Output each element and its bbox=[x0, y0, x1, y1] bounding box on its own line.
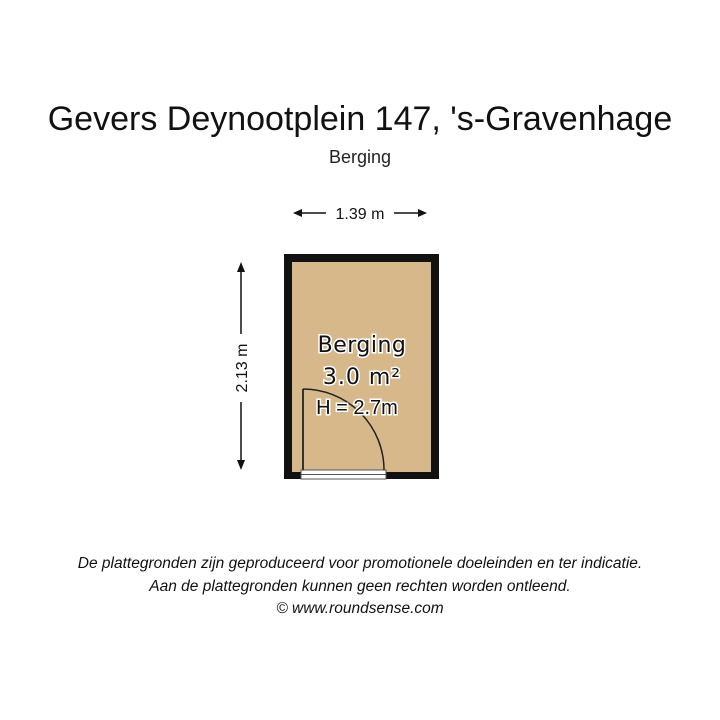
room-area: 3.0 m² bbox=[322, 365, 402, 390]
room-name: Berging bbox=[317, 333, 407, 358]
height-label: 2.13 m bbox=[234, 343, 251, 393]
page-title: Gevers Deynootplein 147, 's-Gravenhage bbox=[47, 100, 673, 138]
width-dimension bbox=[293, 206, 427, 223]
width-label: 1.39 m bbox=[335, 206, 385, 223]
disclaimer-line-2: Aan de plattegronden kunnen geen rechten worden ontleend. bbox=[149, 578, 571, 595]
height-dimension bbox=[234, 262, 251, 470]
copyright-line: © www.roundsense.com bbox=[276, 600, 444, 617]
disclaimer-line-1: De plattegronden zijn geproduceerd voor promotionele doeleinden en ter indicatie. bbox=[77, 555, 643, 572]
room-height: H = 2.7m bbox=[316, 397, 398, 419]
floor-subtitle: Berging bbox=[328, 147, 392, 167]
